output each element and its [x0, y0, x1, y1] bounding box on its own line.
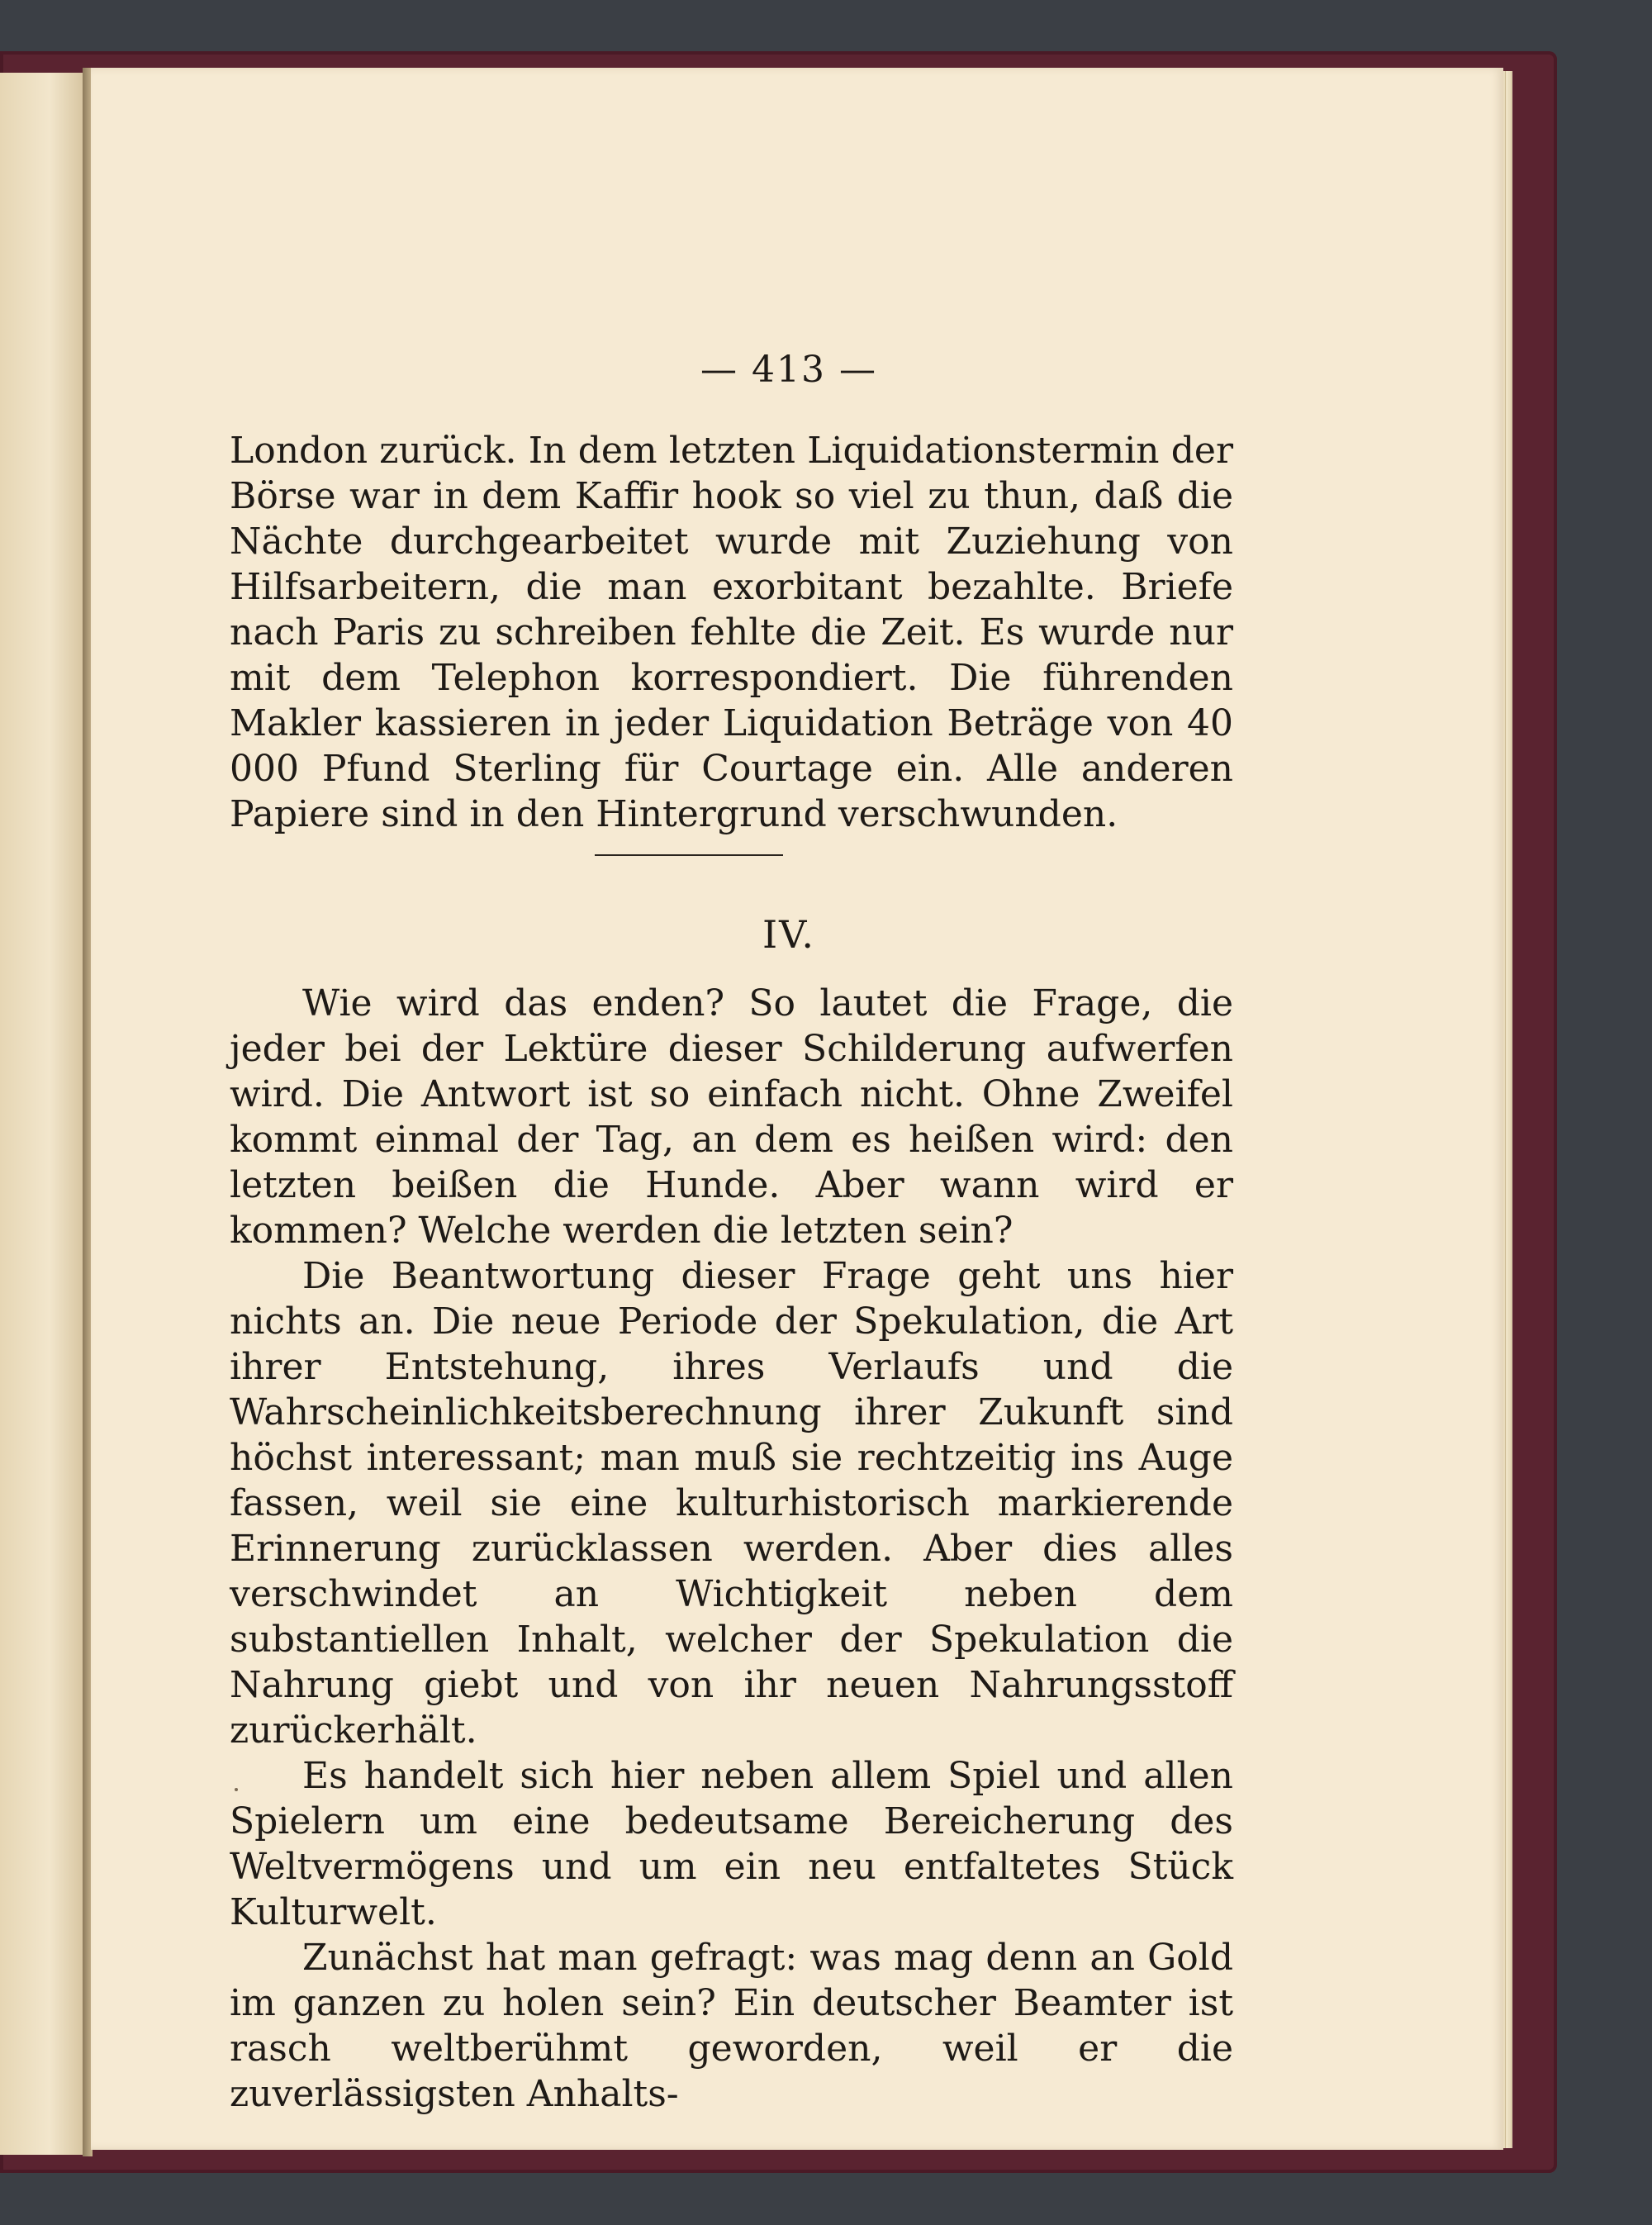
paragraph: Wie wird das enden? So lautet die Frage, die jeder bei der Lektüre dieser Schilderung aufwerfen wird. Die Antwort ist so einfach nicht. Ohne Zweifel kommt einmal der Tag, an dem es heißen wird: den letzten beißen die Hunde. Aber wann wird er kommen? Welche werden die letzten sein? — [230, 982, 1233, 1252]
section-1-text — [230, 428, 1233, 837]
left-page-edge — [0, 73, 83, 2155]
section-divider — [595, 854, 783, 856]
paragraph: London zurück. In dem letzten Liquidationstermin der Börse war in dem Kaffir hook so viel zu thun, daß die Nächte durchgearbeitet wurde mit Zuziehung von Hilfsarbeitern, die man exorbitant bezahlte. Briefe nach Paris zu schreiben fehlte die Zeit. Es wurde nur mit dem Telephon korrespondiert. Die führenden Makler kassieren in jeder Liquidation Beträge von 40 000 Pfund Sterling für Courtage ein. Alle anderen Papiere sind in den Hintergrund verschwunden. — [230, 430, 1233, 835]
page-number: — 413 — — [700, 349, 877, 391]
section-2-text — [230, 981, 1233, 2117]
paragraph: Die Beantwortung dieser Frage geht uns hier nichts an. Die neue Periode der Spekulation, die Art ihrer Entstehung, ihres Verlaufs und die Wahrscheinlichkeitsberechnung ihrer Zukunft sind höchst interessant; man muß sie rechtzeitig ins Auge fassen, weil sie eine kulturhistorisch markierende Erinnerung zurücklassen werden. Aber dies alles verschwindet an Wichtigkeit neben dem substantiellen Inhalt, welcher der Spekulation die Nahrung giebt und von ihr neuen Nahrungsstoff zurückerhält. — [230, 1255, 1233, 1752]
section-title: IV. — [762, 912, 815, 957]
margin-speck — [235, 1788, 238, 1791]
paragraph: Es handelt sich hier neben allem Spiel und allen Spielern um eine bedeutsame Bereicherung des Weltvermögens und um ein neu entfaltetes Stück Kulturwelt. — [230, 1755, 1233, 1933]
paragraph: Zunächst hat man gefragt: was mag denn an Gold im ganzen zu holen sein? Ein deutscher Beamter ist rasch weltberühmt geworden, weil er die zuverlässigsten Anhalts- — [230, 1937, 1233, 2115]
book-page — [91, 68, 1503, 2150]
